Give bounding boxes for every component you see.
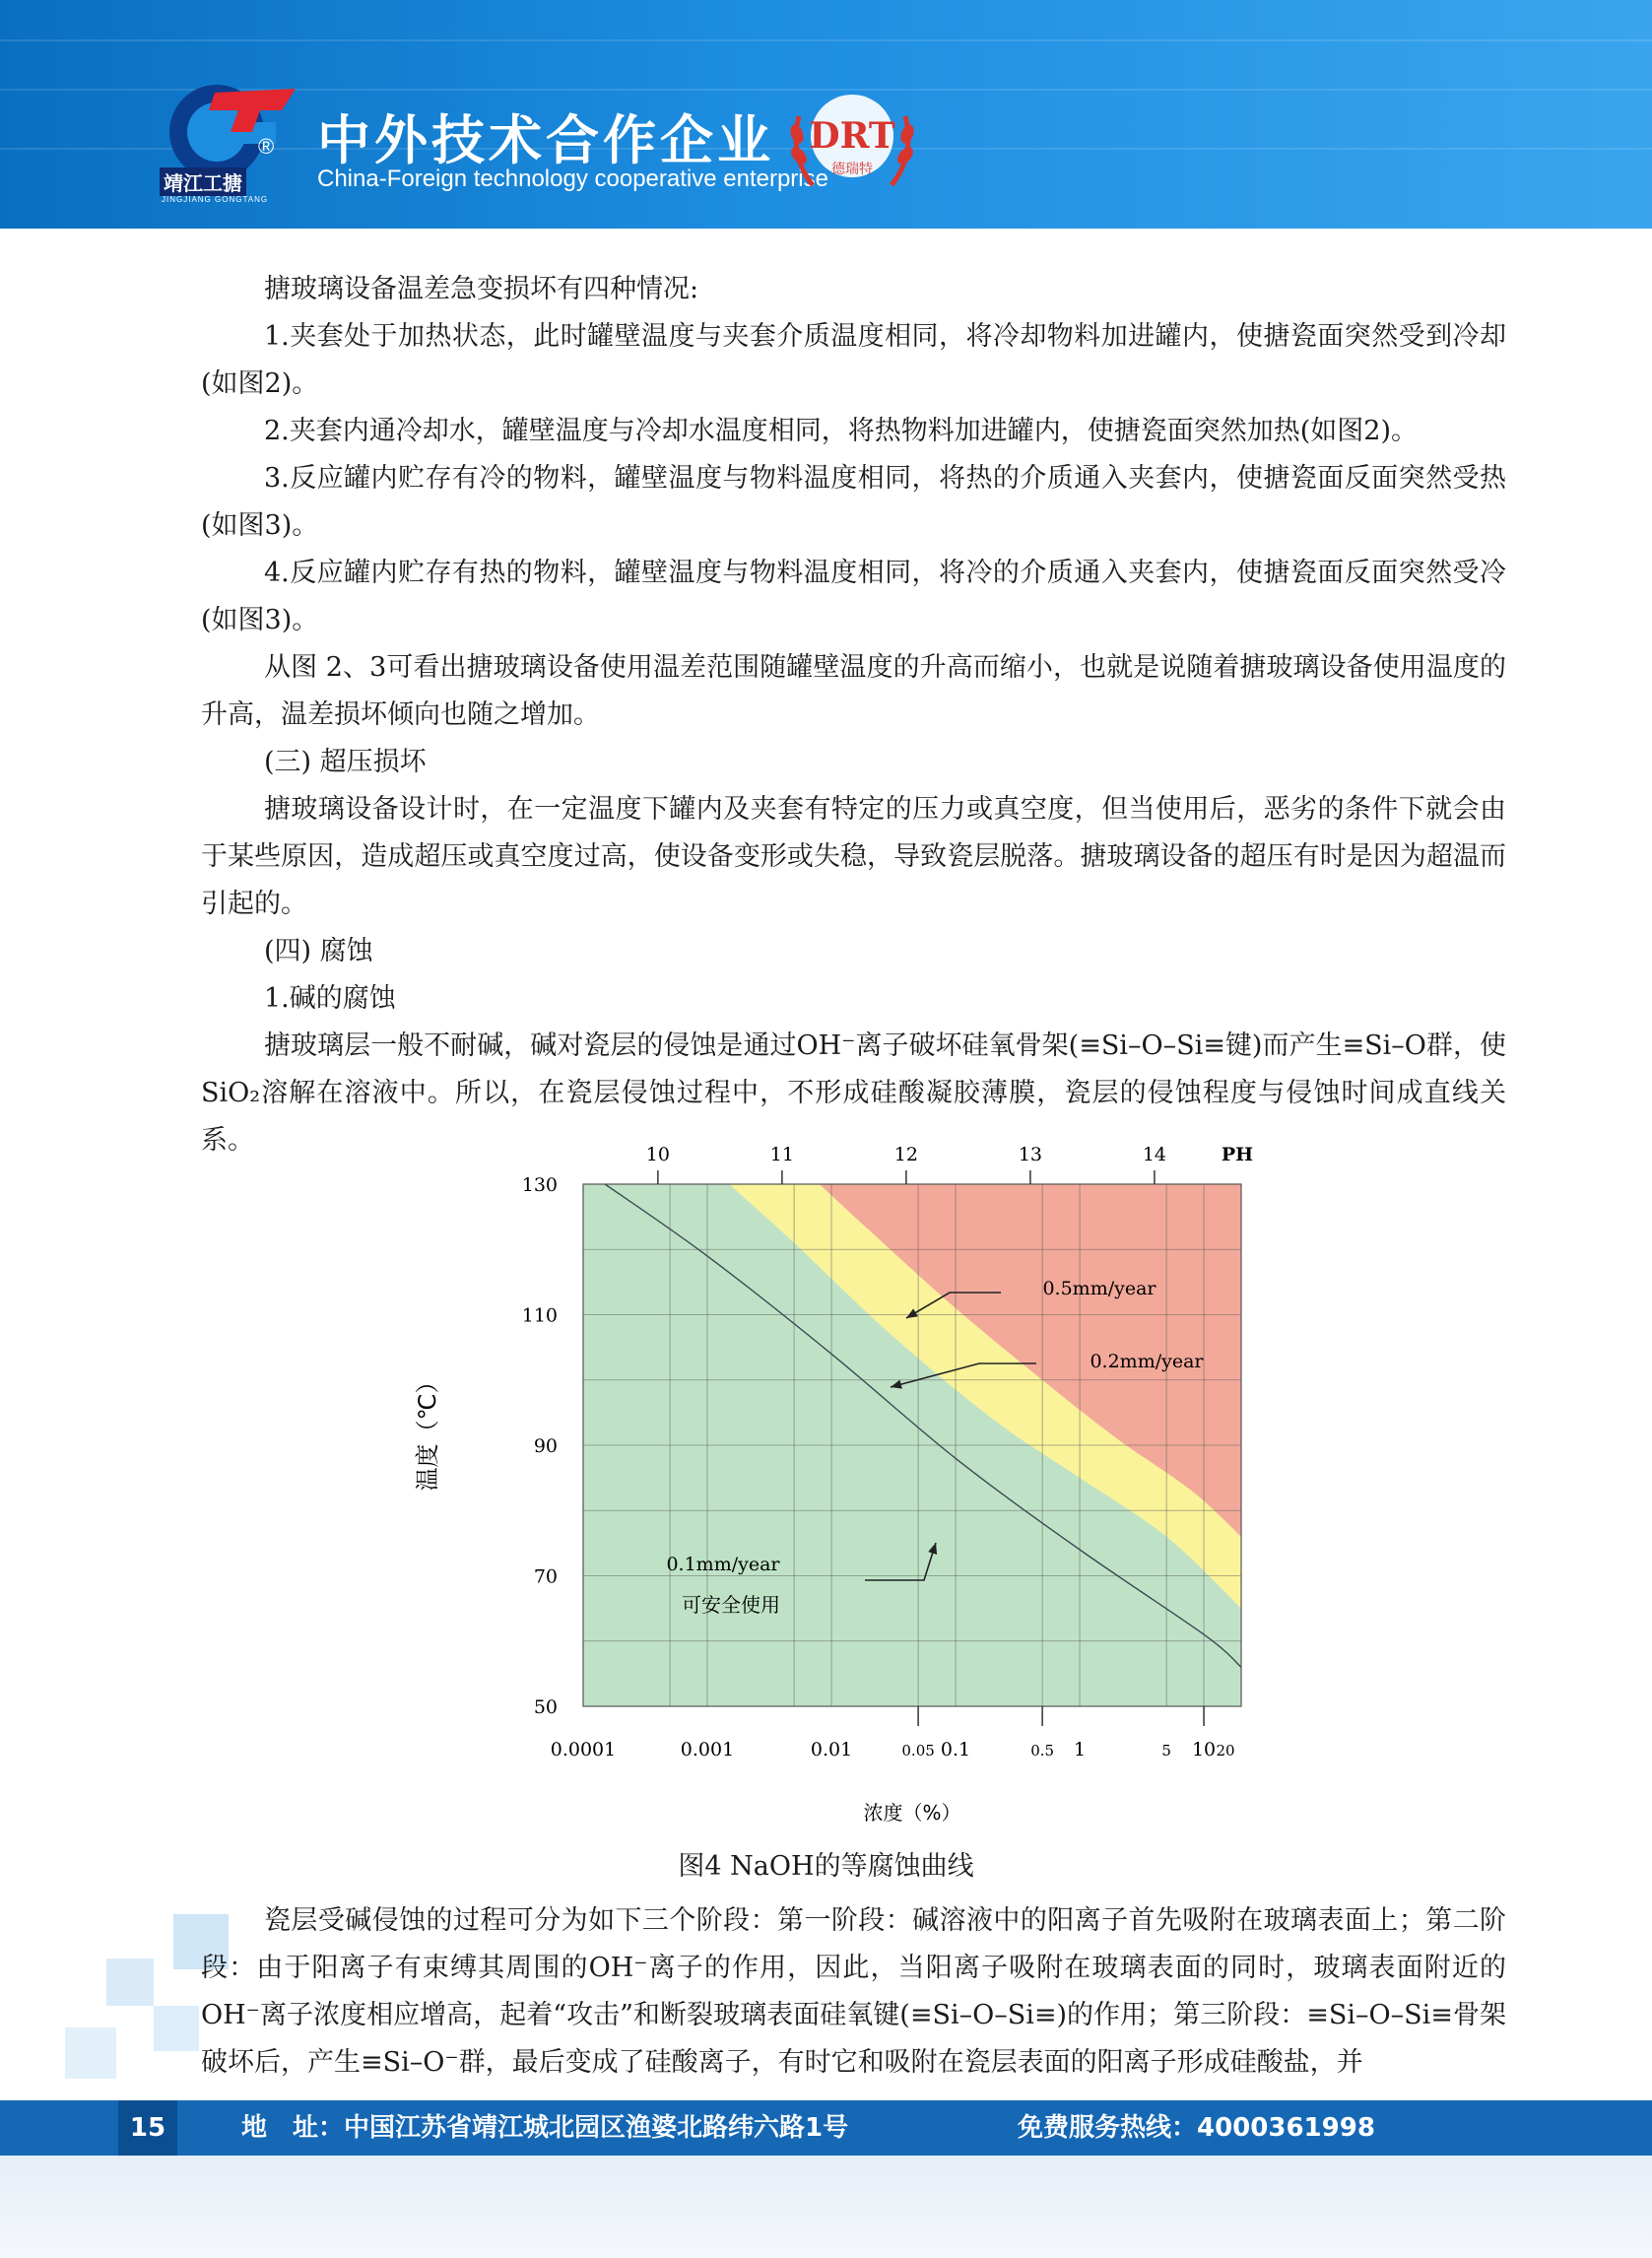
page-header [0, 0, 1652, 229]
x-tick-label: 10 [1191, 1739, 1217, 1760]
annotation-label: 0.2mm/year [1090, 1351, 1204, 1372]
x-tick-label: 0.05 [901, 1742, 935, 1760]
ph-tick-label: 12 [893, 1144, 918, 1165]
decorative-square [65, 2027, 116, 2079]
y-tick-label: 70 [533, 1565, 558, 1588]
seal-subtext: 德瑞特 [831, 162, 873, 177]
ph-tick-label: 13 [1018, 1144, 1043, 1165]
registered-mark: ® [258, 134, 275, 159]
x-tick-label: 0.5 [1030, 1742, 1055, 1760]
x-axis-label: 浓度（%） [863, 1801, 961, 1825]
paragraph: 2.夹套内通冷却水，罐壁温度与冷却水温度相同，将热物料加进罐内，使搪瓷面突然加热(如图2)。 [264, 416, 1419, 446]
footer-hotline: 免费服务热线：4000361998 [1018, 2113, 1375, 2143]
decorative-square [106, 1959, 154, 2006]
ph-axis-label: PH [1221, 1144, 1254, 1165]
seal-text: DRT [809, 115, 895, 157]
bottom-band [0, 2156, 1652, 2258]
paragraph: 搪玻璃层一般不耐碱，碱对瓷层的侵蚀是通过OH⁻离子破坏硅氧骨架(≡Si–O–Si≡键)而产生≡Si–O群，使SiO₂溶解在溶液中。所以，在瓷层侵蚀过程中，不形成硅酸凝胶薄膜，瓷层的侵蚀程度与侵蚀时间成直线关系。 [201, 1030, 1506, 1156]
paragraph: 从图 2、3可看出搪玻璃设备使用温差范围随罐壁温度的升高而缩小，也就是说随着搪玻璃设备使用温度的升高，温差损坏倾向也随之增加。 [201, 652, 1506, 730]
section-heading: (四) 腐蚀 [264, 936, 373, 966]
naoh-corrosion-chart [398, 1135, 1265, 1836]
body-text-bottom [201, 1897, 1506, 2087]
header-streak [0, 39, 1652, 41]
logo-text: 靖江工搪 [160, 167, 246, 196]
y-tick-label: 130 [521, 1174, 558, 1196]
x-axis-ticks [551, 1706, 1235, 1760]
paragraph: 1.夹套处于加热状态，此时罐壁温度与夹套介质温度相同，将冷却物料加进罐内，使搪瓷面突然受到冷却(如图2)。 [201, 321, 1506, 399]
ph-axis-ticks [646, 1144, 1166, 1184]
x-tick-label: 20 [1216, 1742, 1235, 1760]
x-tick-label: 0.001 [680, 1739, 735, 1760]
y-axis-ticks [522, 1174, 558, 1718]
x-tick-label: 0.1 [940, 1739, 971, 1760]
decorative-square [154, 2006, 199, 2051]
header-title-en: China-Foreign technology cooperative enterprise [317, 166, 828, 192]
ph-tick-label: 14 [1142, 1144, 1167, 1165]
page-number: 15 [118, 2100, 177, 2156]
x-tick-label: 0.0001 [550, 1739, 617, 1760]
paragraph: 3.反应罐内贮存有冷的物料，罐壁温度与物料温度相同，将热的介质通入夹套内，使搪瓷面反面突然受热(如图3)。 [201, 463, 1506, 541]
ph-tick-label: 11 [769, 1144, 794, 1165]
body-text-top [201, 266, 1506, 1164]
annotation-label: 可安全使用 [682, 1593, 780, 1617]
drt-seal-icon [783, 77, 921, 205]
footer-address: 地 址：中国江苏省靖江城北园区渔婆北路纬六路1号 [241, 2113, 849, 2143]
section-heading: (三) 超压损坏 [264, 747, 427, 777]
paragraph: 搪玻璃设备温差急变损坏有四种情况: [264, 274, 699, 304]
y-tick-label: 90 [533, 1435, 558, 1457]
logo-subtext: JINGJIANG GONGTANG [162, 195, 269, 204]
ph-tick-label: 10 [645, 1144, 670, 1165]
subsection-heading: 1.碱的腐蚀 [264, 983, 396, 1014]
header-title-cn: 中外技术合作企业 [317, 109, 774, 171]
y-tick-label: 50 [533, 1696, 558, 1718]
y-axis-label: 温度（℃） [414, 1369, 441, 1492]
annotation-label: 0.5mm/year [1042, 1278, 1156, 1299]
paragraph: 瓷层受碱侵蚀的过程可分为如下三个阶段：第一阶段：碱溶液中的阳离子首先吸附在玻璃表面上；第二阶段：由于阳离子有束缚其周围的OH⁻离子的作用，因此，当阳离子吸附在玻璃表面的同时，玻璃表面附近的OH⁻离子浓度相应增高，起着“攻击”和断裂玻璃表面硅氧键(≡Si–O–Si≡)的作用；第三阶段：≡Si–O–Si≡骨架破坏后，产生≡Si–O⁻群，最后变成了硅酸离子，有时它和吸附在瓷层表面的阳离子形成硅酸盐，并 [201, 1905, 1506, 2078]
paragraph: 搪玻璃设备设计时，在一定温度下罐内及夹套有特定的压力或真空度，但当使用后，恶劣的条件下就会由于某些原因，造成超压或真空度过高，使设备变形或失稳，导致瓷层脱落。搪玻璃设备的超压有时是因为超温而引起的。 [201, 794, 1506, 919]
figure-caption: 图4 NaOH的等腐蚀曲线 [678, 1851, 974, 1882]
y-tick-label: 110 [521, 1304, 558, 1327]
paragraph: 4.反应罐内贮存有热的物料，罐壁温度与物料温度相同，将冷的介质通入夹套内，使搪瓷面反面突然受冷(如图3)。 [201, 558, 1506, 635]
x-tick-label: 0.01 [810, 1739, 853, 1760]
annotation-label: 0.1mm/year [666, 1554, 780, 1575]
x-tick-label: 1 [1074, 1739, 1087, 1760]
page-footer [0, 2100, 1652, 2156]
x-tick-label: 5 [1161, 1742, 1171, 1760]
